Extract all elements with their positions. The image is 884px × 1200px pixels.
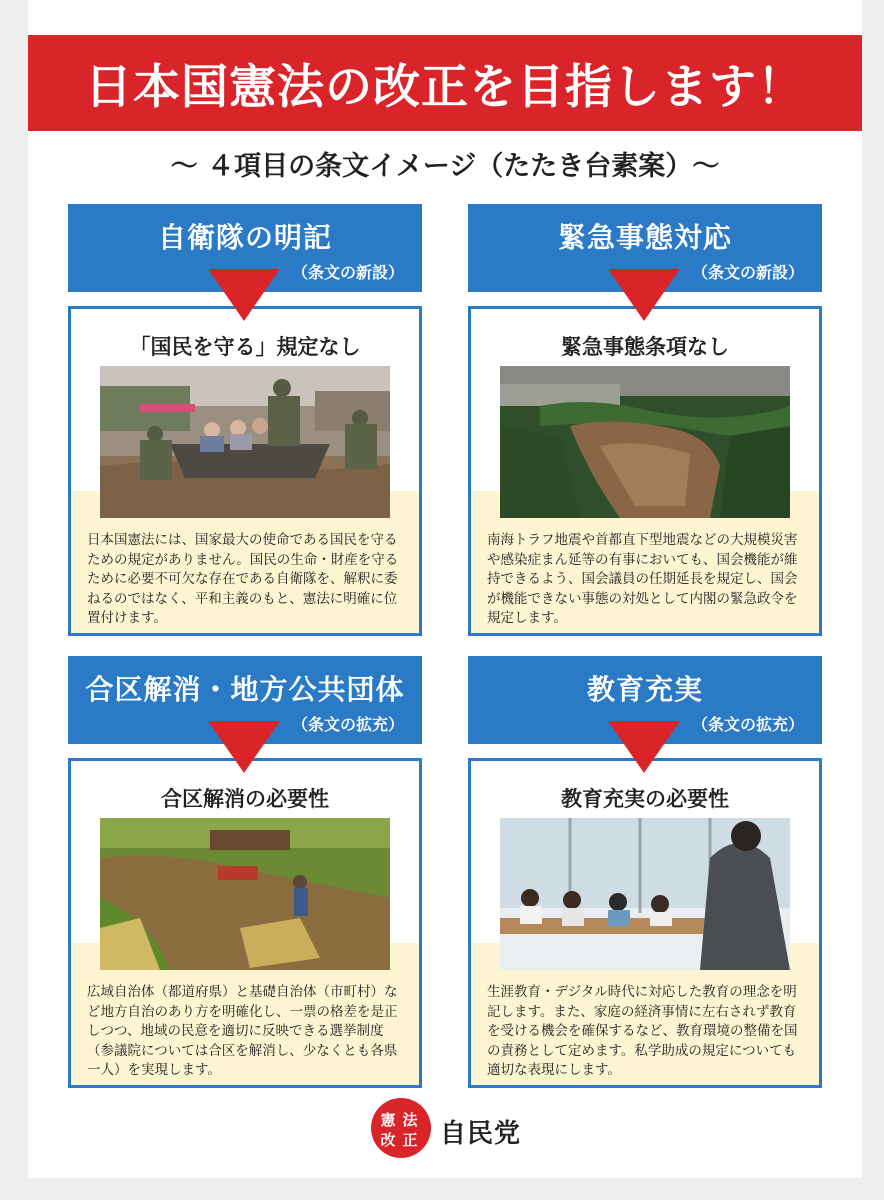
card-body: [468, 306, 822, 636]
card-tag: （条文の新設）: [291, 263, 404, 282]
svg-text:改: 改: [380, 1131, 396, 1149]
down-arrow-icon: [608, 269, 680, 321]
card-tag: （条文の新設）: [691, 263, 804, 282]
rice-harvest-photo: [100, 818, 390, 970]
landslide-photo: [500, 366, 790, 518]
card-description: 広域自治体（都道府県）と基礎自治体（市町村）など地方自治のあり方を明確化し、一票の格差を是正しつつ、地域の民意を適切に反映できる選挙制度（参議院については合区を解消し、少なくとも各県一人）を実現します。: [87, 984, 398, 1078]
down-arrow-icon: [608, 721, 680, 773]
card-title: 教育充実: [586, 673, 703, 706]
card-need: 合区解消の必要性: [161, 787, 329, 811]
card-body: [68, 758, 422, 1088]
card-title: 合区解消・地方公共団体: [85, 673, 405, 706]
card-need: 「国民を守る」規定なし: [129, 335, 361, 359]
down-arrow-icon: [208, 721, 280, 773]
card-title: 緊急事態対応: [557, 221, 732, 254]
card-body: [468, 758, 822, 1088]
poster: [28, 0, 862, 1178]
card-tag: （条文の拡充）: [691, 715, 804, 734]
flood-rescue-photo: [100, 366, 390, 518]
classroom-photo: [500, 818, 790, 970]
card-description: 生涯教育・デジタル時代に対応した教育の理念を明記します。また、家庭の経済事情に左右されず教育を受ける機会を確保するなど、教育環境の整備を国の責務として定めます。私学助成の規定についても適切な表現にします。: [487, 984, 798, 1078]
card-need: 教育充実の必要性: [561, 787, 729, 811]
card-description: 南海トラフ地震や首都直下型地震などの大規模災害や感染症まん延等の有事においても、国会機能が維持できるよう、国会議員の任期延長を規定し、国会が機能できない事態の対処として内閣の緊急政令を規定します。: [487, 532, 798, 626]
card-title: 自衛隊の明記: [157, 221, 332, 254]
card-body: [68, 306, 422, 636]
main-title: 日本国憲法の改正を目指します！: [85, 59, 805, 115]
svg-text:憲: 憲: [380, 1111, 396, 1129]
card-tag: （条文の拡充）: [291, 715, 404, 734]
subtitle: 〜 ４項目の条文イメージ（たたき台素案）〜: [170, 151, 720, 182]
svg-text:正: 正: [402, 1131, 418, 1149]
main-title-banner: [28, 35, 862, 131]
kenpo-kaisei-logo: [368, 1095, 434, 1165]
card-need: 緊急事態条項なし: [561, 335, 729, 359]
party-name: 自民党: [440, 1119, 522, 1149]
card-description: 日本国憲法には、国家最大の使命である国民を守るための規定がありません。国民の生命・財産を守るために必要不可欠な存在である自衛隊を、解釈に委ねるのではなく、平和主義のもと、憲法に明確に位置付けます。: [87, 532, 399, 626]
down-arrow-icon: [208, 269, 280, 321]
svg-text:法: 法: [402, 1111, 418, 1129]
